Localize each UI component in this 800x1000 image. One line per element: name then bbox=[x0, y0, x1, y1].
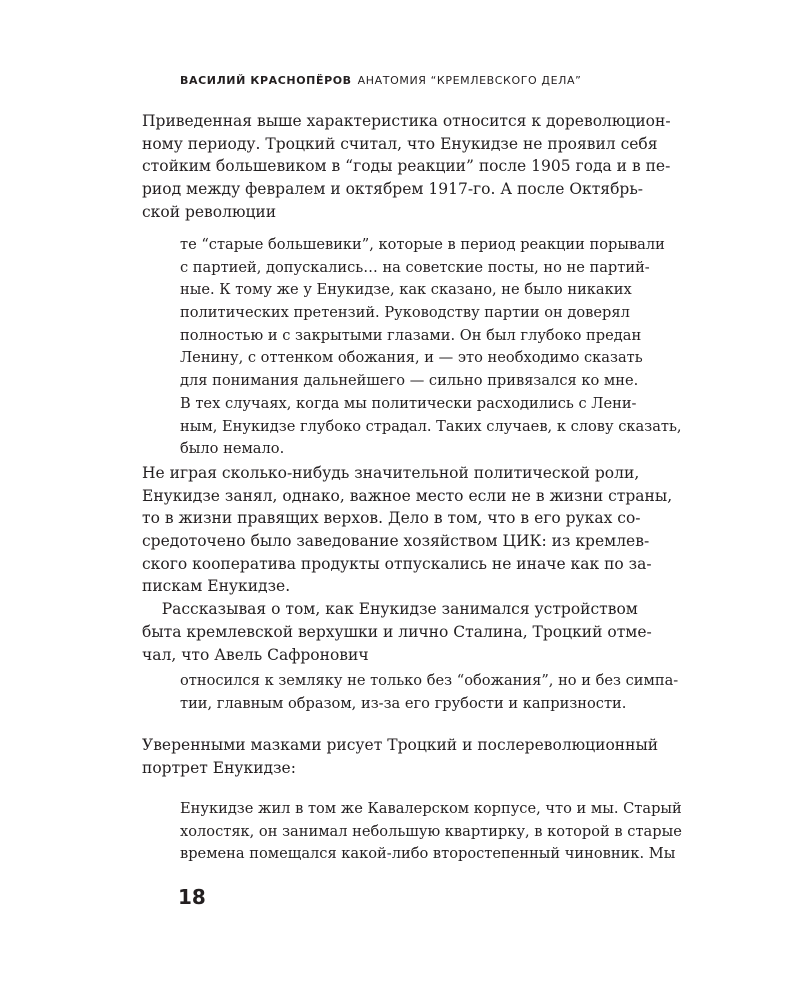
running-header bbox=[180, 74, 581, 87]
block-quote bbox=[180, 670, 714, 715]
header-author: ВАСИЛИЙ КРАСНОПЁРОВ bbox=[180, 74, 352, 87]
text-line: относился к земляку не только без “обожания”, но и без симпа- bbox=[180, 672, 679, 689]
text-line: Приведенная выше характеристика относится к дореволюцион- bbox=[142, 112, 671, 130]
page-number: 18 bbox=[178, 885, 206, 909]
text-line: с партией, допускались… на советские посты, но не партий- bbox=[180, 258, 650, 276]
text-line: Енукидзе занял, однако, важное место если не в жизни страны, bbox=[142, 486, 673, 505]
text-line: чал, что Авель Сафронович bbox=[142, 645, 369, 664]
text-line: портрет Енукидзе: bbox=[142, 758, 296, 777]
body-paragraph bbox=[142, 734, 714, 779]
header-book-title: АНАТОМИЯ “КРЕМЛЕВСКОГО ДЕЛА” bbox=[357, 74, 582, 87]
text-line: для понимания дальнейшего — сильно привязался ко мне. bbox=[180, 372, 639, 390]
text-line: те “старые большевики”, которые в период реакции порывали bbox=[180, 236, 665, 253]
text-line: Уверенными мазками рисует Троцкий и послереволюционный bbox=[142, 736, 659, 754]
block-quote bbox=[180, 234, 714, 461]
text-line: быта кремлевской верхушки и лично Сталина, Троцкий отме- bbox=[142, 622, 652, 641]
text-line: Ленину, с оттенком обожания, и — это необходимо сказать bbox=[180, 349, 643, 367]
text-line: Не играя сколько-нибудь значительной политической роли, bbox=[142, 464, 640, 482]
body-paragraph bbox=[142, 110, 714, 223]
text-line: стойким большевиком в “годы реакции” после 1905 года и в пе- bbox=[142, 157, 671, 176]
body-paragraph bbox=[142, 462, 714, 666]
text-line: ным, Енукидзе глубоко страдал. Таких случаев, к слову сказать, bbox=[180, 417, 682, 435]
text-line: то в жизни правящих верхов. Дело в том, что в его руках со- bbox=[142, 509, 641, 528]
text-line: ные. К тому же у Енукидзе, как сказано, не было никаких bbox=[180, 281, 632, 299]
text-line: средоточено было заведование хозяйством ЦИК: из кремлев- bbox=[142, 532, 650, 551]
text-line: риод между февралем и октябрем 1917-го. А после Октябрь- bbox=[142, 180, 643, 199]
text-line: полностью и с закрытыми глазами. Он был глубоко предан bbox=[180, 326, 642, 344]
text-line: времена помещался какой-либо второстепенный чиновник. Мы bbox=[180, 845, 676, 863]
text-line: политических претензий. Руководству партии он доверял bbox=[180, 304, 630, 322]
text-line: ской революции bbox=[142, 202, 277, 221]
text-line: было немало. bbox=[180, 440, 285, 458]
text-line: В тех случаях, когда мы политически расходились с Лени- bbox=[180, 394, 637, 412]
text-line: холостяк, он занимал небольшую квартирку, в которой в старые bbox=[180, 822, 682, 840]
block-quote bbox=[180, 798, 714, 866]
text-line: пискам Енукидзе. bbox=[142, 577, 291, 596]
text-line: ского кооператива продукты отпускались не иначе как по за- bbox=[142, 554, 652, 573]
text-line: ному периоду. Троцкий считал, что Енукидзе не проявил себя bbox=[142, 134, 658, 153]
text-line: тии, главным образом, из-за его грубости и капризности. bbox=[180, 694, 627, 712]
text-line: Енукидзе жил в том же Кавалерском корпусе, что и мы. Старый bbox=[180, 800, 682, 817]
text-line: Рассказывая о том, как Енукидзе занимался устройством bbox=[142, 600, 638, 619]
